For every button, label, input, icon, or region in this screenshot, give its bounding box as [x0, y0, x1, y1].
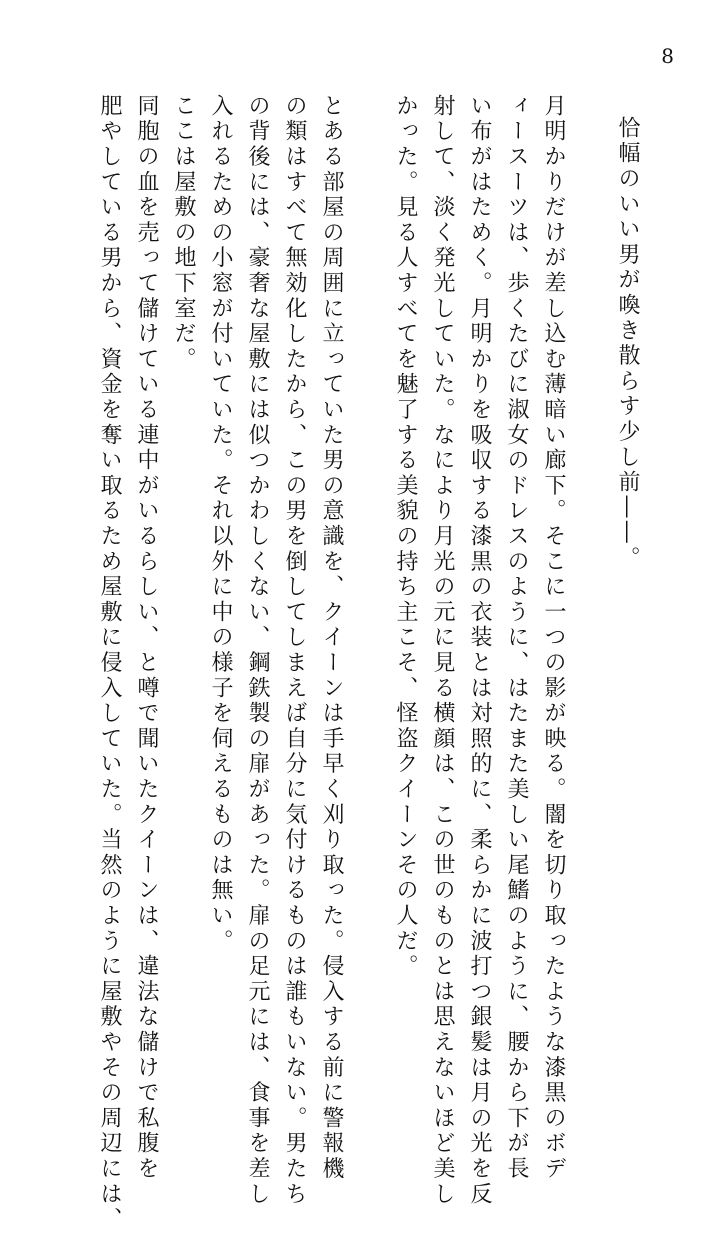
- body-line: の類はすべて無効化したから、この男を倒してしまえば自分に気付けるものは誰もいない。男たち: [282, 94, 307, 1208]
- body-line: ィースーツは、歩くたびに淑女のドレスのように、はたまた美しい尾鰭のように、腰から下が長: [504, 94, 529, 1182]
- body-line: ここは屋敷の地下室だ。: [171, 94, 196, 373]
- vertical-text-body: [86, 94, 646, 1233]
- body-line: の背後には、豪奢な屋敷には似つかわしくない、鋼鉄製の扉があった。扉の足元には、食事を差し: [245, 94, 270, 1208]
- body-line: 月明かりだけが差し込む薄暗い廊下。そこに一つの影が映る。闇を切り取ったような漆黒のボデ: [541, 94, 566, 1182]
- blank-line: [350, 94, 387, 994]
- body-line: 入れるための小窓が付いていた。それ以外に中の様子を伺えるものは無い。: [208, 94, 233, 955]
- blank-line: [572, 94, 609, 994]
- body-line: い布がはためく。月明かりを吸収する漆黒の衣装とは対照的に、柔らかに波打つ銀髪は月の光を反: [467, 94, 492, 1208]
- body-line: とある部屋の周囲に立っていた男の意識を、クイーンは手早く刈り取った。侵入する前に警報機: [319, 94, 344, 1182]
- body-line: かった。見る人すべてを魅了する美貌の持ち主こそ、怪盗クイーンその人だ。: [393, 94, 418, 980]
- body-line: 射して、淡く発光していた。なにより月光の元に見る横顔は、この世のものとは思えないほど美し: [430, 94, 455, 1208]
- page-number: 8: [661, 44, 674, 68]
- body-line: 肥やしている男から、資金を奪い取るため屋敷に侵入していた。当然のように屋敷やその周辺には、: [97, 94, 122, 1233]
- body-line: 同胞の血を売って儲けている連中がいるらしい、と噂で聞いたクイーンは、違法な儲けで私腹を: [134, 94, 159, 1182]
- section-title-line: 恰幅のいい男が喚き散らす少し前――。: [615, 116, 640, 572]
